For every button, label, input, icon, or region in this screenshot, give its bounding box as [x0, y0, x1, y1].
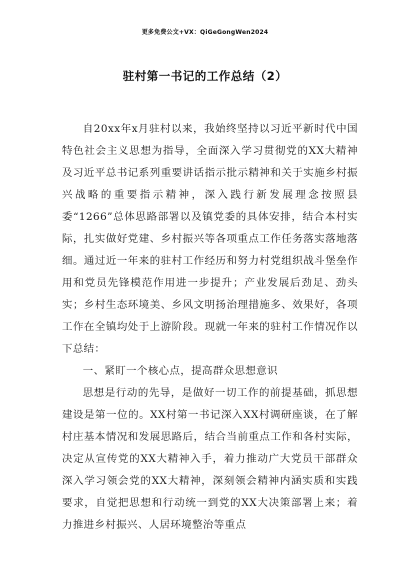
paragraph-section-1: 思想是行动的先导，是做好一切工作的前提基础，抓思想建设是第一位的。XX村第一书记深入XX村调研座谈，在了解村庄基本情况和发展思路后，结合当前重点工作和各村实际，决定从宣传党的XX大精神入手，着力推动广大党员干部群众深入学习领会党的XX大精神，深刻领会精神内涵实质和实践要求，自觉把思想和行动统一到党的XX大决策部署上来；着力推进乡村振兴、人居环境整治等重点 [62, 387, 358, 531]
document-title: 驻村第一书记的工作总结（2） [122, 69, 288, 83]
section-heading-1: 一、紧盯一个核心点，提高群众思想意识 [82, 365, 278, 377]
document-body [62, 118, 358, 536]
paragraph-intro: 自20xx年x月驻村以来，我始终坚持以习近平新时代中国特色社会主义思想为指导，全面深入学习贯彻党的XX大精神及习近平总书记系列重要讲话指示批示精神和关于实施乡村振兴战略的重要指示精神，深入践行新发展理念按照县委“1266”总体思路部署以及镇党委的具体安排，结合本村实际，扎实做好党建、乡村振兴等各项重点工作任务落实落地落细。通过近一年来的驻村工作经历和努力村党组织战斗堡垒作用和党员先锋模范作用进一步提升；产业发展后劲足、劲头实；乡村生态环境美、乡风文明扬治理措施多、效果好，各项工作在全镇均处于上游阶段。现就一年来的驻村工作情况作以下总结： [62, 123, 358, 355]
header-note: 更多免费公文+VX：QiGeGongWen2024 [141, 29, 269, 36]
